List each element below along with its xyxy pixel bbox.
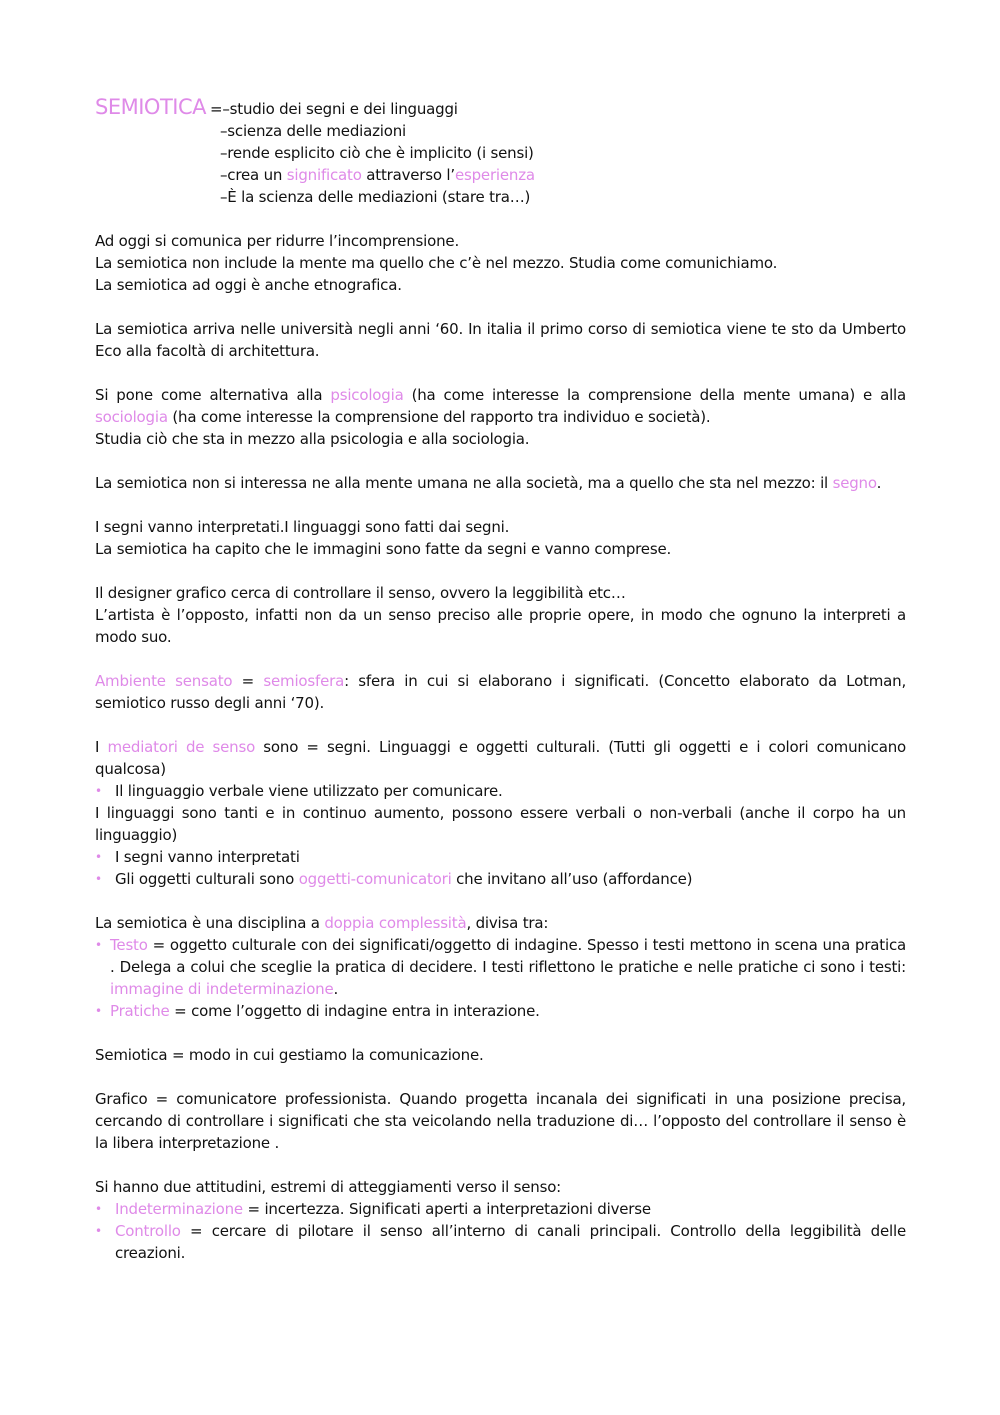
paragraph: I segni vanno interpretati.I linguaggi sono fatti dai segni. xyxy=(95,518,510,536)
highlight-segno: segno xyxy=(832,474,877,492)
text: = cercare di pilotare il senso all’interno di canali principali. Controllo della leggibilità delle creazioni. xyxy=(115,1222,906,1262)
text: La semiotica non si interessa ne alla mente umana ne alla società, ma a quello che sta nel mezzo: il xyxy=(95,474,833,492)
paragraph: Studia ciò che sta in mezzo alla psicologia e alla sociologia. xyxy=(95,430,530,448)
bullet-icon: • xyxy=(95,1224,102,1238)
text: = xyxy=(232,672,264,690)
list-item xyxy=(95,1198,906,1220)
highlight-doppia-complessita: doppia complessità xyxy=(324,914,467,932)
text: . xyxy=(876,474,882,492)
page-title: SEMIOTICA xyxy=(95,95,206,119)
paragraph: I linguaggi sono tanti e in continuo aumento, possono essere verbali o non-verbali (anche il corpo ha un linguaggio) xyxy=(95,804,906,844)
text: che invitano all’uso (affordance) xyxy=(451,870,693,888)
highlight-mediatori: mediatori de senso xyxy=(107,738,256,756)
highlight-sociologia: sociologia xyxy=(95,408,168,426)
text: , divisa tra: xyxy=(466,914,549,932)
list-item xyxy=(95,780,906,802)
paragraph: Semiotica = modo in cui gestiamo la comunicazione. xyxy=(95,1046,484,1064)
definition-5: –È la scienza delle mediazioni (stare tra…) xyxy=(220,188,531,206)
text: I xyxy=(95,738,108,756)
bullet-list xyxy=(95,1198,906,1264)
bullet-list xyxy=(95,846,906,890)
definition-4 xyxy=(220,164,906,186)
highlight-indeterminazione-2: Indeterminazione xyxy=(115,1200,243,1218)
text: . xyxy=(333,980,339,998)
text: = come l’oggetto di indagine entra in interazione. xyxy=(169,1002,540,1020)
paragraph-alternative xyxy=(95,384,906,428)
paragraph: Ad oggi si comunica per ridurre l’incomprensione. xyxy=(95,232,460,250)
paragraph: L’artista è l’opposto, infatti non da un senso preciso alle proprie opere, in modo che ognuno la interpreti a modo suo. xyxy=(95,606,906,646)
highlight-oggetti-comunicatori: oggetti-comunicatori xyxy=(298,870,452,888)
text: = incertezza. Significati aperti a interpretazioni diverse xyxy=(242,1200,651,1218)
bullet-list xyxy=(95,780,906,802)
paragraph: La semiotica ad oggi è anche etnografica. xyxy=(95,276,402,294)
paragraph: Il designer grafico cerca di controllare il senso, ovvero la leggibilità etc… xyxy=(95,584,626,602)
definition-2: –scienza delle mediazioni xyxy=(220,122,406,140)
definition-3: –rende esplicito ciò che è implicito (i sensi) xyxy=(220,144,534,162)
list-item xyxy=(95,846,906,868)
list-item xyxy=(95,868,906,890)
bullet-icon: • xyxy=(95,1202,102,1216)
text: (ha come interesse la comprensione del rapporto tra individuo e società). xyxy=(167,408,711,426)
highlight-ambiente-sensato: Ambiente sensato xyxy=(95,672,233,690)
bullet-icon: • xyxy=(95,784,102,798)
highlight-esperienza: esperienza xyxy=(454,166,535,184)
text: = oggetto culturale con dei significati/oggetto di indagine. Spesso i testi mettono in scena una pratica . Delega a colui che sceglie la pratica di decidere. I testi riflettono le pratiche e nelle pratiche ci sono i testi: xyxy=(110,936,906,976)
text: (ha come interesse la comprensione della mente umana) e alla xyxy=(403,386,907,404)
text: I segni vanno interpretati xyxy=(115,848,300,866)
highlight-pratiche: Pratiche xyxy=(110,1002,170,1020)
text: : sfera in cui si elaborano i significati. (Concetto elaborato da Lotman, semiotico russo degli anni ‘70). xyxy=(95,672,907,712)
paragraph-complexity xyxy=(95,912,906,934)
text: La semiotica è una disciplina a xyxy=(95,914,325,932)
title-line xyxy=(95,96,906,120)
text: sono = segni. Linguaggi e oggetti culturali. (Tutti gli oggetti e i colori comunicano qualcosa) xyxy=(95,738,906,778)
bullet-icon: • xyxy=(95,850,102,864)
text: –crea un xyxy=(220,166,287,184)
notes-body xyxy=(95,96,906,1264)
paragraph: La semiotica ha capito che le immagini sono fatte da segni e vanno comprese. xyxy=(95,540,672,558)
list-item xyxy=(95,1220,906,1264)
paragraph: Si hanno due attitudini, estremi di atteggiamenti verso il senso: xyxy=(95,1178,562,1196)
highlight-controllo: Controllo xyxy=(115,1222,181,1240)
bullet-list xyxy=(95,934,906,1022)
text: Si pone come alternativa alla xyxy=(95,386,331,404)
paragraph-semiosphere xyxy=(95,670,906,714)
list-item-pratiche xyxy=(95,1000,906,1022)
paragraph-middle xyxy=(95,472,906,494)
bullet-icon: • xyxy=(95,938,102,952)
bullet-icon: • xyxy=(95,872,102,886)
paragraph-graphic: Grafico = comunicatore professionista. Quando progetta incanala dei significati in una posizione precisa, cercando di controllare i significati che sta veicolando nella traduzione di… l’opposto del controllare il senso è la libera interpretazione . xyxy=(95,1090,906,1152)
text: Il linguaggio verbale viene utilizzato per comunicare. xyxy=(115,782,503,800)
highlight-significato: significato xyxy=(286,166,362,184)
paragraph-mediators xyxy=(95,736,906,780)
list-item-testo xyxy=(95,934,906,1000)
bullet-icon: • xyxy=(95,1004,102,1018)
highlight-indeterminazione: immagine di indeterminazione xyxy=(110,980,334,998)
text: Gli oggetti culturali sono xyxy=(115,870,299,888)
highlight-testo: Testo xyxy=(110,936,148,954)
definition-1: –studio dei segni e dei linguaggi xyxy=(222,100,458,118)
definitions-list xyxy=(95,120,906,208)
paragraph-history: La semiotica arriva nelle università negli anni ‘60. In italia il primo corso di semiotica viene te sto da Umberto Eco alla facoltà di architettura. xyxy=(95,320,906,360)
paragraph: La semiotica non include la mente ma quello che c’è nel mezzo. Studia come comunichiamo. xyxy=(95,254,778,272)
highlight-semiosfera: semiosfera xyxy=(263,672,345,690)
title-equals: = xyxy=(210,100,223,118)
highlight-psicologia: psicologia xyxy=(330,386,404,404)
text: attraverso l’ xyxy=(361,166,455,184)
